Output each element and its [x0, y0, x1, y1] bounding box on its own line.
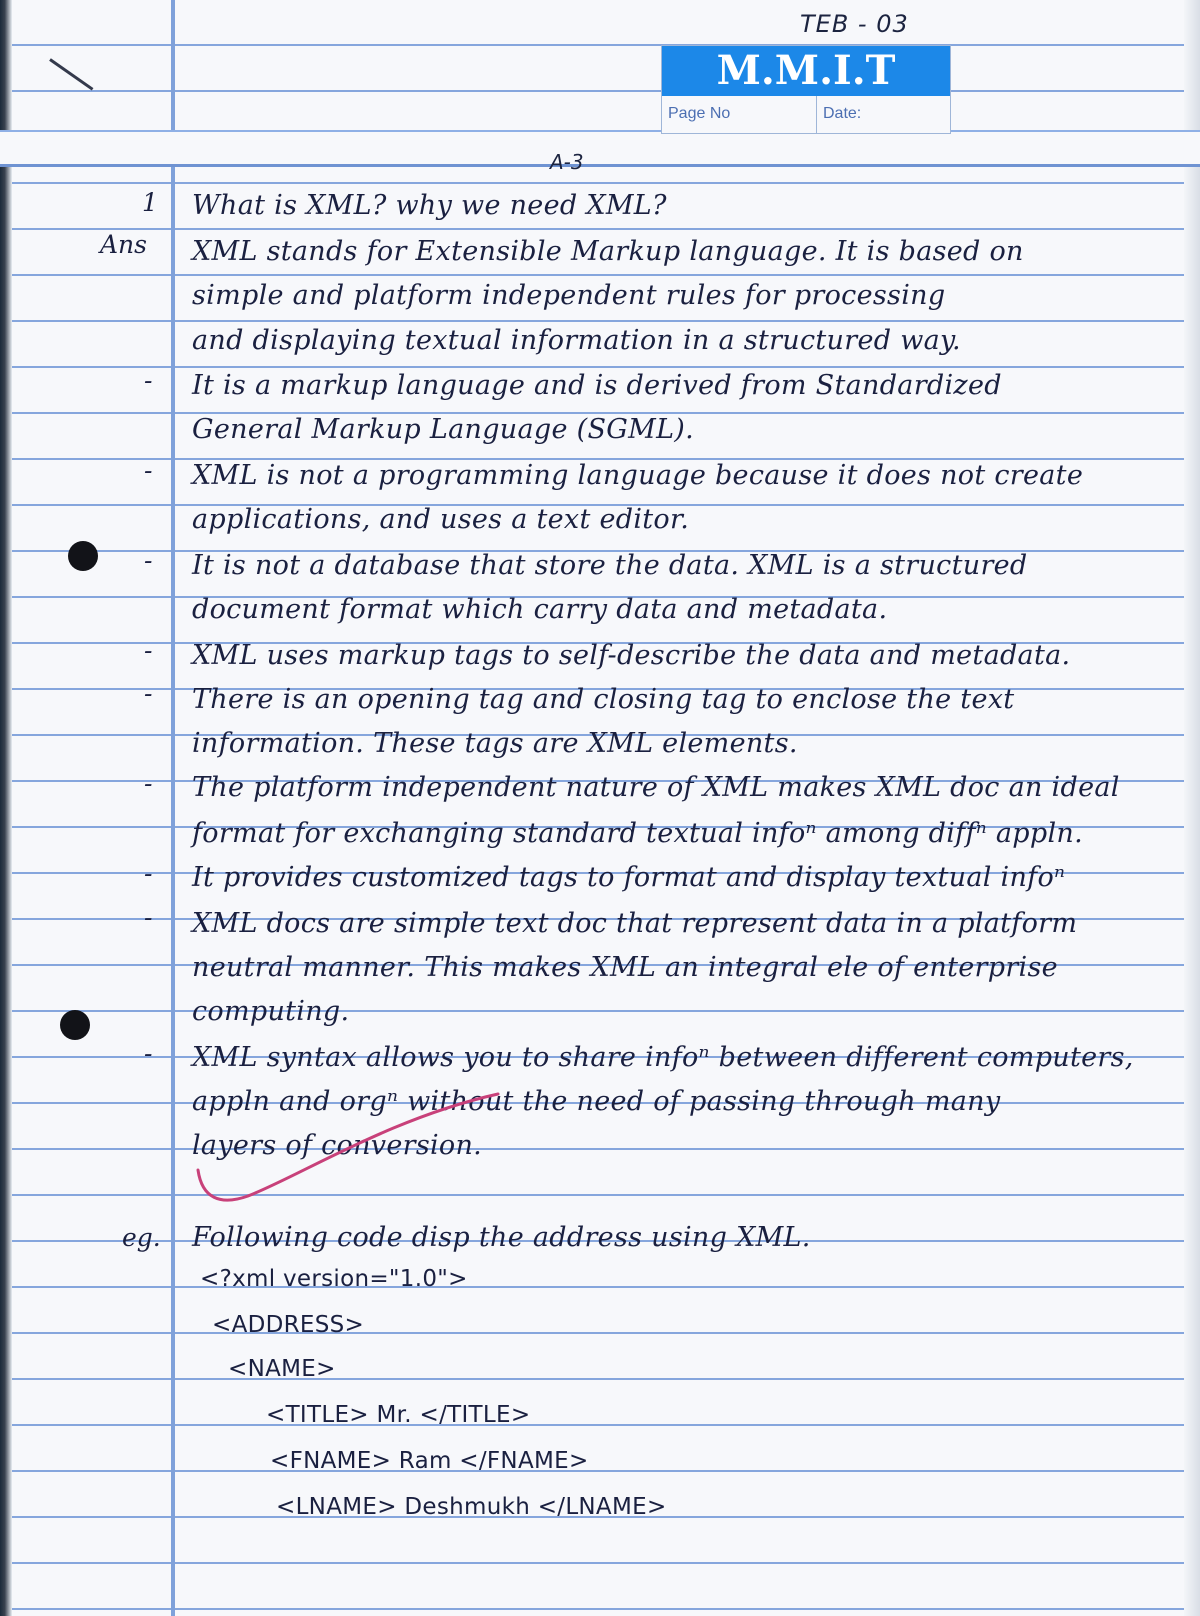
date-label: Date:	[823, 105, 862, 122]
bullet-mark: -	[144, 903, 153, 932]
answer-line: XML docs are simple text doc that represent data in a platform	[192, 908, 1078, 939]
answer-label: Ans	[100, 230, 147, 259]
question-number: 1	[142, 188, 158, 217]
header-rule	[0, 130, 1200, 167]
answer-line: layers of conversion.	[192, 1130, 483, 1161]
answer-line: simple and platform independent rules for processing	[192, 280, 946, 311]
answer-line: XML stands for Extensible Markup language. It is based on	[192, 236, 1024, 267]
answer-line: computing.	[192, 996, 350, 1027]
ink-blot	[60, 1010, 90, 1040]
margin-line	[171, 0, 175, 1616]
bullet-mark: -	[144, 366, 153, 395]
answer-line: XML uses markup tags to self-describe the data and metadata.	[192, 640, 1071, 671]
bullet-mark: -	[144, 456, 153, 485]
answer-line: applications, and uses a text editor.	[192, 504, 690, 535]
answer-line: It is not a database that store the data. XML is a structured	[192, 550, 1028, 581]
page-edge-shadow	[1184, 0, 1200, 1616]
answer-line: and displaying textual information in a structured way.	[192, 325, 961, 356]
answer-line: format for exchanging standard textual infoⁿ among diffⁿ appln.	[192, 818, 1083, 849]
example-label: eg.	[122, 1223, 161, 1252]
code-line: <NAME>	[228, 1356, 336, 1382]
bullet-mark: -	[144, 769, 153, 798]
answer-line: There is an opening tag and closing tag to enclose the text	[192, 684, 1015, 715]
answer-line: document format which carry data and metadata.	[192, 594, 888, 625]
code-line: <?xml version="1.0">	[200, 1266, 468, 1292]
teacher-tick-mark	[190, 1088, 510, 1233]
answer-line: It provides customized tags to format and display textual infoⁿ	[192, 862, 1066, 893]
code-line: <FNAME> Ram </FNAME>	[270, 1448, 589, 1474]
answer-line: XML is not a programming language because it does not create	[192, 460, 1084, 491]
code-line: <TITLE> Mr. </TITLE>	[266, 1402, 531, 1428]
question-text: What is XML? why we need XML?	[192, 190, 667, 221]
bullet-mark: -	[144, 636, 153, 665]
answer-line: General Markup Language (SGML).	[192, 414, 695, 445]
pen-mark	[49, 58, 93, 90]
page-no-label: Page No	[662, 96, 817, 133]
answer-line: The platform independent nature of XML makes XML doc an ideal	[192, 772, 1120, 803]
answer-line: It is a markup language and is derived from Standardized	[192, 370, 1002, 401]
answer-line: neutral manner. This makes XML an integral ele of enterprise	[192, 952, 1058, 983]
college-stamp	[661, 45, 951, 134]
section-label: A-3	[550, 150, 584, 174]
sheet-code: TEB - 03	[800, 10, 909, 38]
answer-line: appln and orgⁿ without the need of passing through many	[192, 1086, 1001, 1117]
college-logo: M.M.I.T	[662, 46, 950, 96]
bullet-mark: -	[144, 546, 153, 575]
binding-edge	[0, 0, 12, 1616]
answer-line: Following code disp the address using XML.	[192, 1222, 811, 1253]
answer-line: information. These tags are XML elements.	[192, 728, 798, 759]
bullet-mark: -	[144, 859, 153, 888]
bullet-mark: -	[144, 679, 153, 708]
code-line: <LNAME> Deshmukh </LNAME>	[276, 1494, 667, 1520]
bullet-mark: -	[144, 1039, 153, 1068]
ink-blot	[68, 541, 98, 571]
answer-line: XML syntax allows you to share infoⁿ between different computers,	[192, 1042, 1134, 1073]
code-line: <ADDRESS>	[212, 1312, 365, 1338]
